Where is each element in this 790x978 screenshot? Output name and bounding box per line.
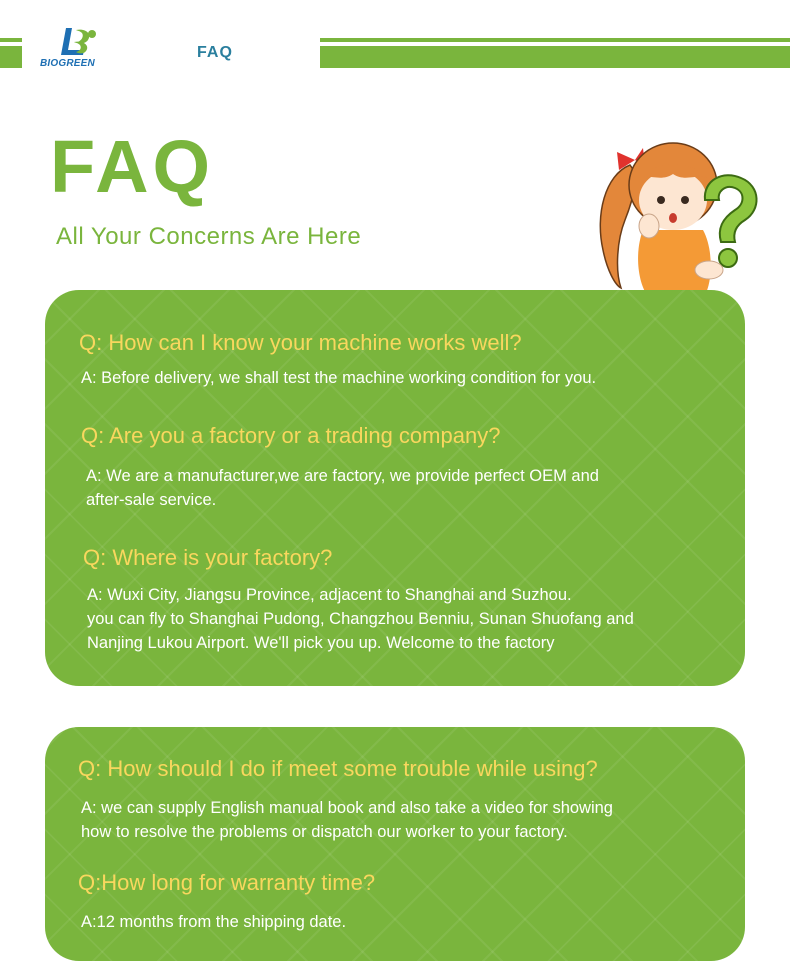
header-bar-left xyxy=(0,38,22,68)
brand-logo[interactable] xyxy=(38,24,118,72)
faq-answer: after-sale service. xyxy=(86,491,217,509)
faq-card-1 xyxy=(45,290,745,686)
faq-question: Q:How long for warranty time? xyxy=(78,870,376,895)
faq-answer: A:12 months from the shipping date. xyxy=(81,913,347,931)
faq-question: Q: How should I do if meet some trouble while using? xyxy=(78,756,598,781)
faq-answer: A: Wuxi City, Jiangsu Province, adjacent to Shanghai and Suzhou. xyxy=(87,586,572,604)
header-bar-line xyxy=(0,38,22,42)
faq-answer: Nanjing Lukou Airport. We'll pick you up. Welcome to the factory xyxy=(87,634,555,652)
logo-mark-icon xyxy=(38,24,118,60)
header-bar-line xyxy=(320,38,790,42)
faq-answer: A: We are a manufacturer,we are factory, we provide perfect OEM and xyxy=(86,467,599,485)
header-bar-right xyxy=(320,38,790,68)
logo-text: BIOGREEN xyxy=(40,58,95,69)
faq-answer: how to resolve the problems or dispatch our worker to your factory. xyxy=(81,823,568,841)
faq-card-2 xyxy=(45,727,745,961)
nav-faq-link[interactable]: FAQ xyxy=(197,44,233,61)
header-bar-block xyxy=(320,46,790,68)
faq-answer: you can fly to Shanghai Pudong, Changzhou Benniu, Sunan Shuofang and xyxy=(87,610,634,628)
faq-question: Q: Are you a factory or a trading company? xyxy=(81,423,501,448)
header-bar-block xyxy=(0,46,22,68)
faq-question: Q: How can I know your machine works well? xyxy=(79,330,522,355)
page-title: FAQ xyxy=(50,125,215,208)
faq-answer: A: we can supply English manual book and also take a video for showing xyxy=(81,799,613,817)
faq-answer: A: Before delivery, we shall test the machine working condition for you. xyxy=(81,369,597,387)
page-subtitle: All Your Concerns Are Here xyxy=(56,223,362,250)
faq-question: Q: Where is your factory? xyxy=(83,545,333,570)
girl-question-mark-icon xyxy=(585,130,770,295)
